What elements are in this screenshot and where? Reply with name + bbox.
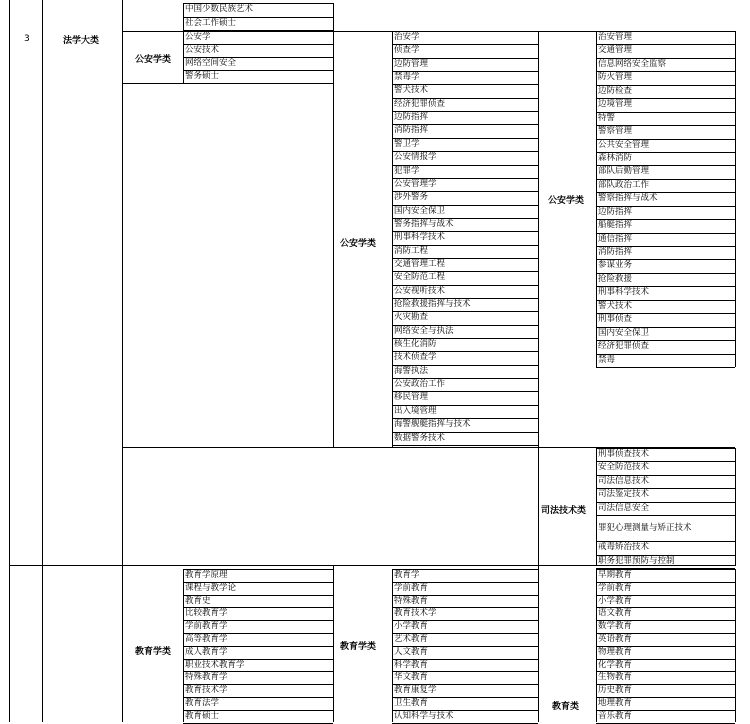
list-item: 通信指挥 — [598, 233, 633, 244]
list-item: 边防指挥 — [598, 206, 633, 217]
list-item: 职务犯罪预防与控制 — [598, 555, 675, 566]
list-item: 交通管理 — [598, 45, 633, 56]
list-item: 交通管理工程 — [394, 258, 446, 269]
list-item: 成人教育学 — [185, 646, 228, 657]
list-item: 消防工程 — [394, 245, 429, 256]
list-item: 历史教育 — [598, 685, 633, 696]
list-item: 网络空间安全 — [185, 57, 237, 68]
list-item: 部队政治工作 — [598, 179, 650, 190]
list-item: 教育技术学 — [394, 608, 437, 619]
list-item: 刑事科学技术 — [598, 287, 650, 298]
list-item: 边防指挥 — [394, 112, 429, 123]
list-item: 移民管理 — [394, 392, 429, 403]
list-item: 警察管理 — [598, 126, 633, 137]
list-item: 船艇指挥 — [598, 220, 633, 231]
list-item: 英语教育 — [598, 634, 633, 644]
list-item: 教育康复学 — [394, 685, 437, 696]
list-item: 抢险救援 — [598, 273, 633, 284]
list-item: 教育史 — [185, 595, 211, 606]
list-item: 科学教育 — [394, 659, 429, 670]
grid-line — [122, 83, 333, 84]
list-item: 特殊教育 — [394, 595, 429, 606]
list-item: 司法信息技术 — [598, 475, 650, 486]
list-item: 抢险救援指挥与技术 — [394, 299, 471, 309]
list-item: 公安视听技术 — [394, 285, 446, 296]
list-item: 数据警务技术 — [394, 432, 446, 443]
grid-line — [122, 0, 123, 722]
list-item: 经济犯罪侦查 — [598, 341, 650, 352]
list-item: 参谋业务 — [598, 260, 633, 271]
grid-line — [596, 367, 735, 368]
list-item: 特殊教育学 — [185, 672, 228, 683]
list-item: 刑事科学技术 — [394, 232, 446, 243]
list-item: 音乐教育 — [598, 710, 633, 721]
row-number: 3 — [24, 34, 30, 44]
grid-line — [333, 3, 334, 31]
list-item: 课程与教学论 — [185, 582, 237, 593]
list-item: 消防指挥 — [598, 247, 633, 258]
list-item: 禁毒 — [598, 354, 616, 365]
list-item: 刑事侦查 — [598, 314, 633, 325]
list-item: 警犬技术 — [394, 85, 429, 96]
list-item: 中国少数民族艺术 — [185, 4, 254, 14]
list-item: 信息网络安全监察 — [598, 58, 667, 69]
list-item: 认知科学与技术 — [394, 710, 454, 721]
list-item: 小学教育 — [598, 595, 633, 606]
list-item: 地理教育 — [598, 698, 633, 708]
list-item: 特警 — [598, 112, 616, 123]
list-item: 出入境管理 — [394, 405, 437, 416]
list-item: 刑事侦查技术 — [598, 449, 650, 459]
list-item: 教育学 — [394, 570, 420, 580]
list-item: 公安学 — [185, 32, 211, 42]
list-item: 海警执法 — [394, 365, 429, 376]
list-item: 边防检查 — [598, 85, 633, 96]
list-item: 司法鉴定技术 — [598, 489, 650, 500]
list-item: 禁毒学 — [394, 72, 420, 83]
grid-line — [735, 569, 736, 722]
grid-line — [9, 0, 10, 722]
list-item: 公安情报学 — [394, 152, 437, 163]
grid-line — [538, 31, 539, 447]
list-item: 司法信息安全 — [598, 502, 650, 513]
list-item: 华文教育 — [394, 672, 429, 683]
list-item: 侦查学 — [394, 45, 420, 56]
grid-line — [538, 447, 539, 566]
list-item: 警察指挥与战术 — [598, 193, 658, 204]
grid-line — [392, 445, 538, 446]
vocational-public-security-label: 公安学类 — [548, 196, 585, 206]
list-item: 生物教育 — [598, 672, 633, 683]
list-item: 公共安全管理 — [598, 139, 650, 150]
list-item: 火灾勘查 — [394, 312, 429, 323]
list-item: 治安学 — [394, 32, 420, 42]
list-item: 防火管理 — [598, 72, 633, 83]
judicial-technology-label: 司法技术类 — [541, 506, 587, 516]
grad-public-security-label: 公安学类 — [135, 55, 172, 65]
list-item: 安全防范技术 — [598, 462, 650, 473]
grid-line — [42, 0, 43, 722]
grid-line — [735, 448, 736, 566]
list-item: 网络安全与执法 — [394, 325, 454, 336]
grid-line — [333, 565, 334, 722]
list-item: 警卫学 — [394, 138, 420, 149]
list-item: 核生化消防 — [394, 339, 437, 350]
list-item: 涉外警务 — [394, 192, 429, 203]
list-item: 部队后勤管理 — [598, 166, 650, 177]
list-item: 安全防范工程 — [394, 272, 446, 283]
list-item: 高等教育学 — [185, 634, 228, 644]
list-item: 数学教育 — [598, 621, 633, 632]
list-item: 边境管理 — [598, 99, 633, 110]
list-item: 化学教育 — [598, 659, 633, 670]
grid-line — [596, 723, 735, 724]
list-item: 艺术教育 — [394, 634, 429, 644]
list-item: 公安技术 — [185, 44, 220, 55]
list-item: 比较教育学 — [185, 608, 228, 619]
major-category-label: 法学大类 — [63, 36, 100, 46]
list-item: 警务硕士 — [185, 70, 220, 81]
list-item: 治安管理 — [598, 32, 633, 42]
list-item: 森林消防 — [598, 152, 633, 163]
list-item: 经济犯罪侦查 — [394, 98, 446, 109]
list-item: 技术侦查学 — [394, 352, 437, 363]
undergrad-education-label: 教育学类 — [340, 642, 377, 652]
grid-line — [333, 31, 334, 447]
list-item: 学前教育 — [598, 582, 633, 593]
list-item: 学前教育 — [394, 582, 429, 593]
list-item: 公安政治工作 — [394, 379, 446, 390]
list-item: 罪犯心理测量与矫正技术 — [598, 523, 692, 533]
list-item: 卫生教育 — [394, 698, 429, 708]
list-item: 戒毒矫治技术 — [598, 542, 650, 553]
list-item: 小学教育 — [394, 621, 429, 632]
list-item: 教育硕士 — [185, 710, 220, 721]
list-item: 早期教育 — [598, 570, 633, 580]
list-item: 犯罪学 — [394, 165, 420, 176]
list-item: 社会工作硕士 — [185, 17, 237, 28]
list-item: 警犬技术 — [598, 300, 633, 311]
list-item: 消防指挥 — [394, 125, 429, 136]
list-item: 学前教育学 — [185, 621, 228, 632]
list-item: 物理教育 — [598, 646, 633, 657]
list-item: 职业技术教育学 — [185, 659, 245, 670]
list-item: 教育技术学 — [185, 685, 228, 696]
list-item: 国内安全保卫 — [394, 205, 446, 216]
list-item: 教育法学 — [185, 698, 220, 708]
list-item: 教育学原理 — [185, 570, 228, 580]
grid-line — [183, 723, 333, 724]
list-item: 海警舰艇指挥与技术 — [394, 419, 471, 430]
list-item: 边防管理 — [394, 58, 429, 69]
vocational-education-label: 教育类 — [552, 702, 580, 712]
list-item: 语文教育 — [598, 608, 633, 619]
list-item: 人文教育 — [394, 646, 429, 657]
grid-line — [538, 565, 539, 722]
grid-line — [735, 31, 736, 367]
list-item: 警务指挥与战术 — [394, 218, 454, 229]
list-item: 公安管理学 — [394, 178, 437, 189]
undergrad-public-security-label: 公安学类 — [340, 239, 377, 249]
grid-line — [392, 723, 538, 724]
grad-education-label: 教育学类 — [135, 647, 172, 657]
list-item: 国内安全保卫 — [598, 327, 650, 338]
